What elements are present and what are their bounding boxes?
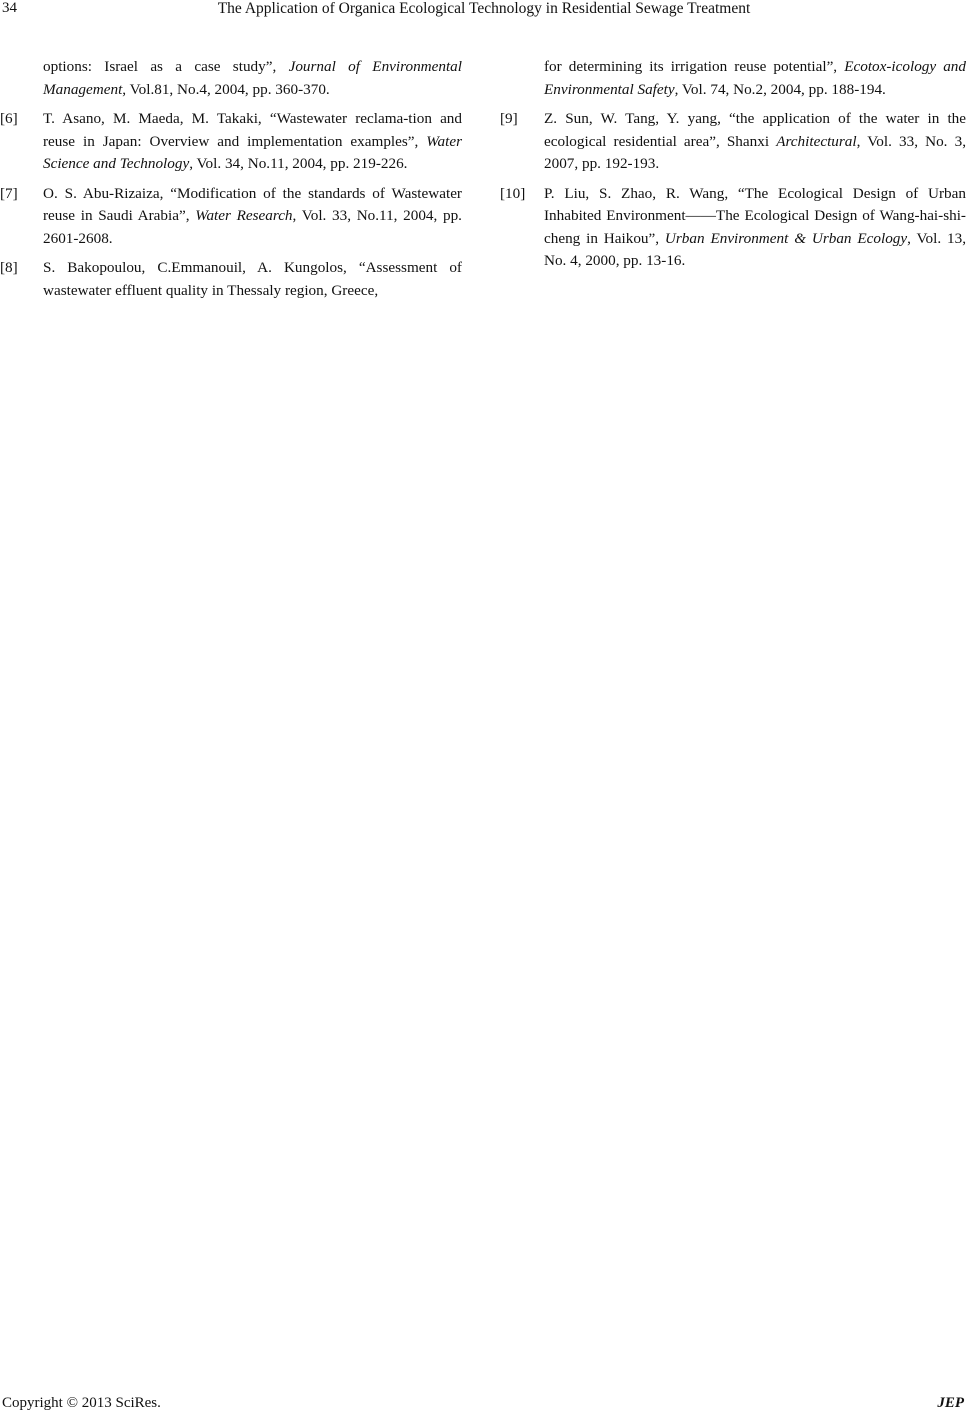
reference-number: [10] bbox=[500, 184, 526, 202]
left-column bbox=[0, 56, 462, 309]
page-number: 34 bbox=[2, 0, 17, 16]
reference-9: [9] Z. Sun, W. Tang, Y. yang, “the application of the water in the ecological residential area”, Shanxi Architectural, Vol. 33, No. 3, 2007, pp. 192-193. bbox=[500, 110, 966, 172]
reference-continuation: options: Israel as a case study”, Journal of Environmental Management, Vol.81, No.4, 2004, pp. 360-370. bbox=[43, 58, 462, 98]
reference-number: [8] bbox=[0, 259, 18, 276]
running-title: The Application of Organica Ecological Technology in Residential Sewage Treatment bbox=[217, 0, 751, 17]
journal-title: Urban Environment & Urban Ecology bbox=[664, 229, 908, 247]
journal-title: Water Science and Technology bbox=[43, 132, 462, 172]
reference-number: [6] bbox=[0, 110, 18, 127]
journal-abbreviation: JEP bbox=[937, 1395, 964, 1411]
reference-continuation: for determining its irrigation reuse potential”, Ecotox-icology and Environmental Safety, Vol. 74, No.2, 2004, pp. 188-194. bbox=[544, 58, 966, 98]
journal-title: Water Research bbox=[195, 207, 293, 224]
page-footer bbox=[0, 1395, 968, 1415]
journal-title: Ecotox-icology and Environmental Safety bbox=[544, 58, 966, 98]
reference-10: [10] P. Liu, S. Zhao, R. Wang, “The Ecological Design of Urban Inhabited Environment——The Ecological Design of Wang-hai-shi-cheng in Haikou”, Urban Environment & Urban Ecology, Vol. 13, No. 4, 2000, pp. 13-16. bbox=[500, 184, 967, 269]
page-header bbox=[0, 0, 968, 22]
journal-title: Architectural bbox=[776, 132, 857, 150]
reference-7: [7] O. S. Abu-Rizaiza, “Modification of the standards of Wastewater reuse in Saudi Arabia”, Water Research, Vol. 33, No.11, 2004, pp. 2601-2608. bbox=[0, 184, 462, 247]
right-column bbox=[500, 56, 966, 280]
reference-6: [6] T. Asano, M. Maeda, M. Takaki, “Wastewater reclama-tion and reuse in Japan: Overview and implementation examples”, Water Science and Technology, Vol. 34, No.11, 2004, pp. 219-226. bbox=[0, 110, 462, 172]
copyright-notice: Copyright © 2013 SciRes. bbox=[2, 1395, 161, 1411]
reference-number: [9] bbox=[500, 110, 518, 127]
reference-number: [7] bbox=[0, 184, 18, 202]
reference-8: [8] S. Bakopoulou, C.Emmanouil, A. Kungolos, “Assessment of wastewater effluent quality in Thessaly region, Greece, bbox=[0, 259, 462, 299]
journal-title: Journal of Environmental Management bbox=[43, 58, 462, 98]
